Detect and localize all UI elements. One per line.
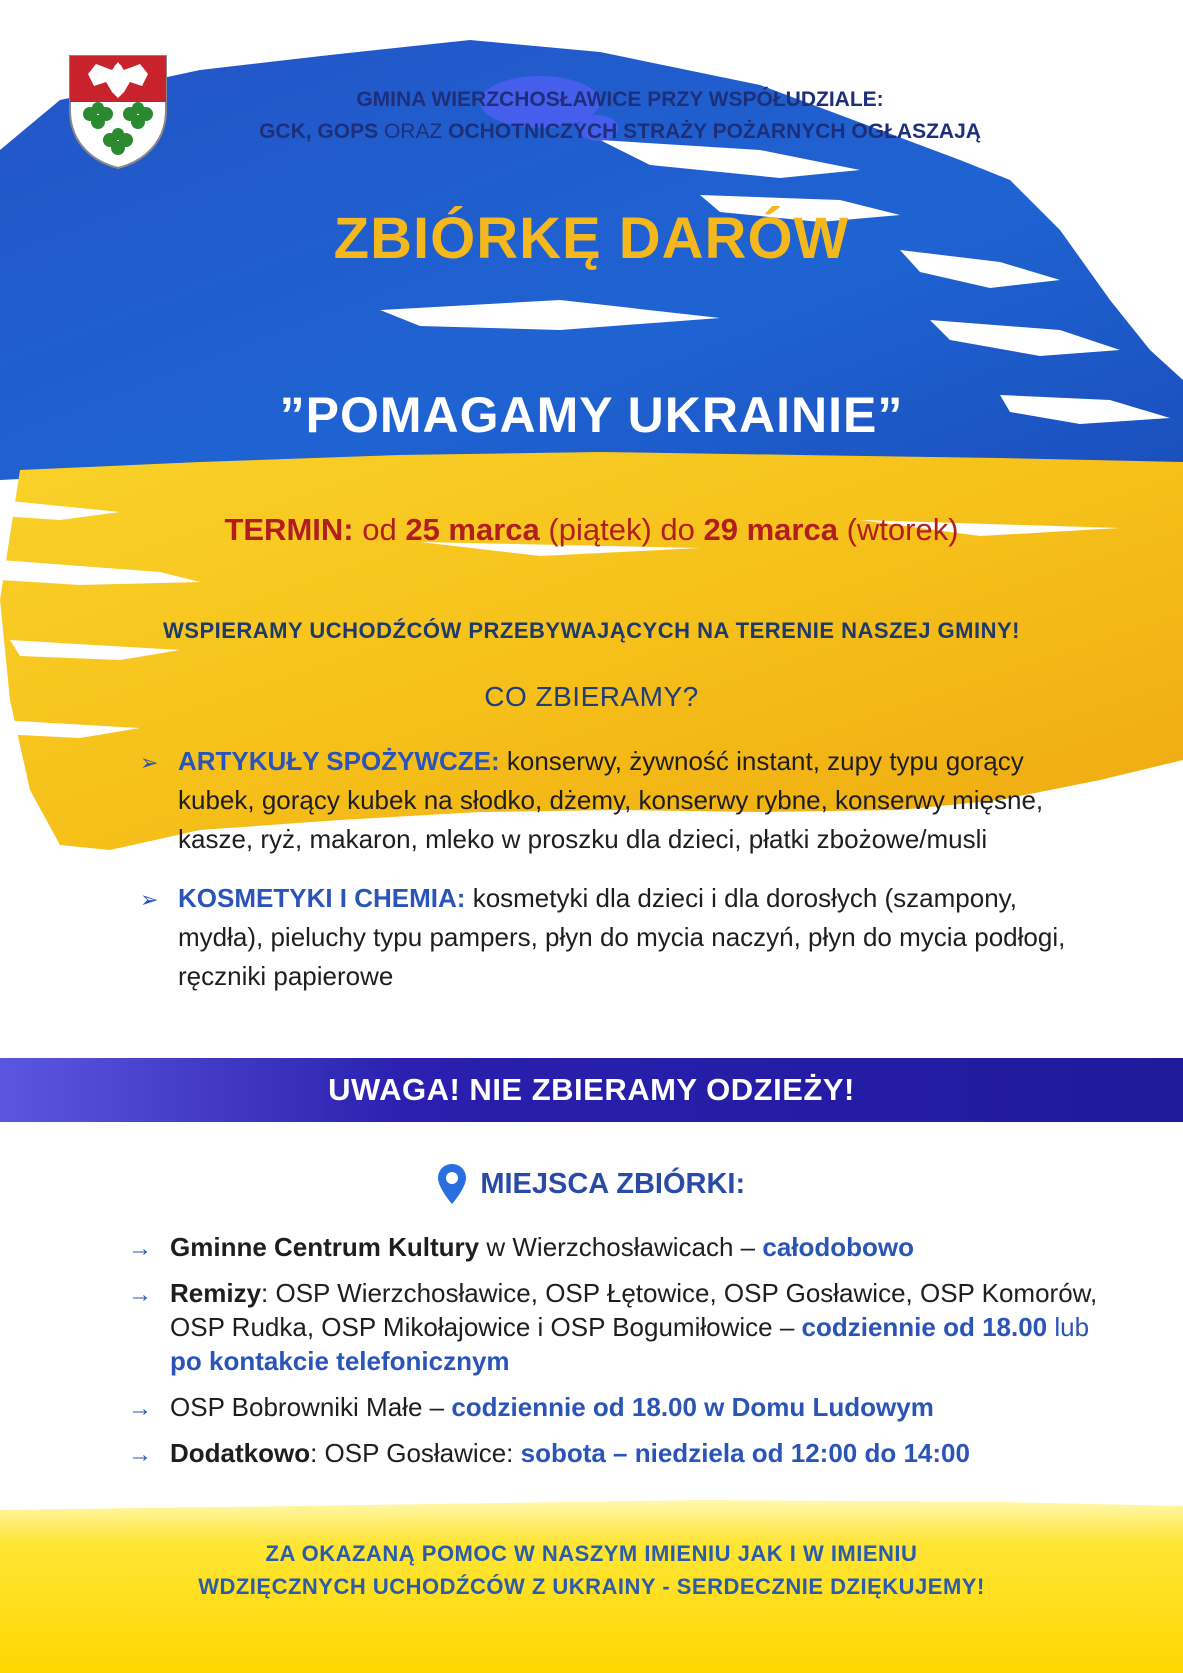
- term-to: do: [660, 512, 695, 547]
- term-from: od: [362, 512, 397, 547]
- item-text: konserwy, żywność instant, zupy typu gorący kubek, gorący kubek na słodko, dżemy, konserwy rybne, konserwy mięsne, kasze, ryż, makaron, mleko w proszku dla dzieci, płatki zbożowe/musli: [178, 746, 1044, 854]
- list-item: [128, 1230, 1128, 1264]
- thank-you-message: [0, 1537, 1183, 1603]
- announcement-header: [180, 84, 1060, 148]
- municipal-crest: [66, 52, 170, 170]
- slogan: ”POMAGAMY UKRAINIE”: [279, 387, 904, 443]
- place-or: lub: [1054, 1312, 1090, 1342]
- arrow-icon: →: [128, 1281, 152, 1308]
- list-item: [128, 1436, 1128, 1470]
- bullet-arrow-icon: ➢: [140, 887, 159, 912]
- location-pin-icon: [438, 1164, 466, 1204]
- header-line-2-c: OCHOTNICZYCH STRAŻY POŻARNYCH OGŁASZAJĄ: [448, 120, 981, 143]
- term-day-end: (wtorek): [846, 512, 959, 547]
- place-name: Gminne Centrum Kultury: [170, 1232, 480, 1262]
- support-statement: WSPIERAMY UCHODŹCÓW PRZEBYWAJĄCYCH NA TERENIE NASZEJ GMINY!: [163, 618, 1020, 643]
- thanks-line-1: ZA OKAZANĄ POMOC W NASZYM IMIENIU JAK I W IMIENIU: [265, 1541, 918, 1566]
- arrow-icon: →: [128, 1395, 152, 1422]
- term-label: TERMIN:: [224, 512, 354, 547]
- arrow-icon: →: [128, 1441, 152, 1468]
- thanks-line-2: WDZIĘCZNYCH UCHODŹCÓW Z UKRAINY - SERDECZNIE DZIĘKUJEMY!: [198, 1574, 985, 1599]
- item-label: ARTYKUŁY SPOŻYWCZE:: [178, 746, 500, 776]
- place-hours: codziennie od 18.00: [801, 1312, 1048, 1342]
- place-hours-alt: po kontakcie telefonicznym: [170, 1346, 510, 1376]
- arrow-icon: →: [128, 1235, 152, 1262]
- header-line-2-a: GCK, GOPS: [259, 120, 379, 143]
- term-date-end: 29 marca: [703, 512, 838, 547]
- place-hours: całodobowo: [762, 1232, 915, 1262]
- header-line-1: GMINA WIERZCHOSŁAWICE PRZY WSPÓŁUDZIALE:: [356, 88, 884, 111]
- place-name: Remizy: [170, 1278, 262, 1308]
- list-item: [128, 1276, 1128, 1378]
- places-title: MIEJSCA ZBIÓRKI:: [480, 1167, 746, 1200]
- place-detail: OSP Bobrowniki Małe –: [170, 1392, 445, 1422]
- date-range: [0, 512, 1183, 548]
- collection-places-list: [128, 1230, 1128, 1482]
- item-label: KOSMETYKI I CHEMIA:: [178, 883, 466, 913]
- place-hours: sobota – niedziela od 12:00 do 14:00: [520, 1438, 970, 1468]
- place-detail: : OSP Gosławice:: [310, 1438, 514, 1468]
- place-hours: codziennie od 18.00 w Domu Ludowym: [451, 1392, 934, 1422]
- list-item: [140, 742, 1100, 859]
- header-line-2: [180, 116, 1060, 148]
- term-day-start: (piątek): [548, 512, 652, 547]
- places-heading: [0, 1164, 1183, 1204]
- place-detail: : OSP Wierzchosławice, OSP Łętowice, OSP Gosławice, OSP Komorów, OSP Rudka, OSP Mikołajowice i OSP Bogumiłowice –: [170, 1278, 1098, 1342]
- warning-banner: UWAGA! NIE ZBIERAMY ODZIEŻY!: [328, 1072, 855, 1107]
- bullet-arrow-icon: ➢: [140, 750, 159, 775]
- header-line-2-b: ORAZ: [383, 120, 443, 143]
- collect-question: CO ZBIERAMY?: [484, 681, 699, 712]
- place-name: Dodatkowo: [170, 1438, 311, 1468]
- term-date-start: 25 marca: [405, 512, 540, 547]
- place-detail: w Wierzchosławicach –: [486, 1232, 756, 1262]
- list-item: [140, 879, 1100, 996]
- collected-items-list: [140, 742, 1100, 1016]
- list-item: [128, 1390, 1128, 1424]
- item-text: kosmetyki dla dzieci i dla dorosłych (szampony, mydła), pieluchy typu pampers, płyn do mycia naczyń, płyn do mycia podłogi, ręczniki papierowe: [178, 883, 1066, 991]
- page-title: ZBIÓRKĘ DARÓW: [333, 206, 850, 271]
